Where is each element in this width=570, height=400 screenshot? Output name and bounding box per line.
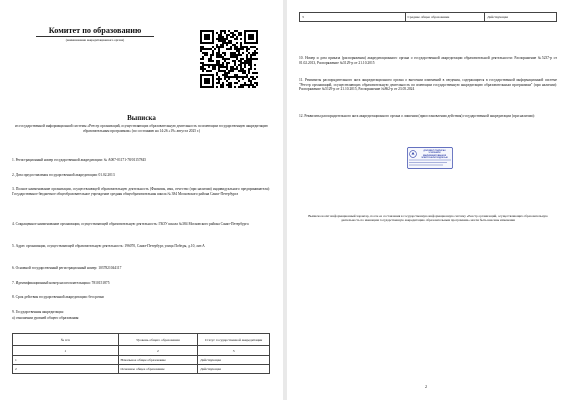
accreditation-table-continued xyxy=(299,12,557,22)
table-row xyxy=(300,13,557,22)
table-cell: 3 xyxy=(300,13,406,22)
footer-note: Выписка носит информационный характер, после ее составления в государственную информационную систему «Реестр организаций, осуществляющих образовательную деятельность по имеющим государственную аккредитацию образовательным программам» могли быть внесены изменения xyxy=(308,214,548,223)
doc-subtitle: из государственной информационной системы «Реестр организаций, осуществляющих образовательную деятельность по имеющим государственную аккредитацию образовательным программам» (по состоянию на 14:26 «19» августа 2025 г.) xyxy=(15,124,268,133)
item-9a: а) отношении уровней общего образования: xyxy=(12,316,80,320)
table-cell: 2 xyxy=(13,365,119,374)
item-7: 7. Идентификационный номер налогоплательщика: 7810151875 xyxy=(12,281,110,285)
table-colnum-row xyxy=(13,346,270,356)
doc-title: Выписка xyxy=(127,114,156,122)
item-10: 10. Номер и дата приказа (распоряжения) аккредитационного органа о государственной аккредитации образовательной деятельности: Распоряжение №5237-р от 01.02.2013, Распоряжение №5129-р от 21.10.2015 xyxy=(299,56,557,65)
document-page-2 xyxy=(287,0,570,400)
table-cell: 2 xyxy=(118,346,198,356)
org-subtitle: (наименование аккредитационного органа) xyxy=(65,38,125,42)
table-row xyxy=(13,356,270,365)
table-cell: 3 xyxy=(198,346,270,356)
table-header: № п/п xyxy=(13,334,119,346)
org-title: Комитет по образованию xyxy=(48,26,142,35)
stamp-title: ДОКУМЕНТ ПОДПИСАН УСИЛЕННОЙ КВАЛИФИЦИРОВАННОЙ ЭЛЕКТРОННОЙ ПОДПИСЬЮ xyxy=(421,150,448,159)
item-3: 3. Полное наименование организации, осуществляющей образовательную деятельность (Фамилия, имя, отчество (при наличии) индивидуального предпринимателя): Государственное бюджетное общеобразовательное учреждение средняя общеобразовательная школа № 384 Московского района Санкт-Петербурга xyxy=(12,187,270,196)
table-cell: Среднее общее образование xyxy=(405,13,485,22)
table-row xyxy=(13,365,270,374)
accreditation-table xyxy=(12,333,270,374)
item-2: 2. Дата предоставления государственной аккредитации: 01.02.2013 xyxy=(12,173,115,177)
table-cell: 1 xyxy=(13,356,119,365)
table-cell: Действующая xyxy=(198,365,270,374)
table-cell: Действующая xyxy=(198,356,270,365)
item-4: 4. Сокращенное наименование организации, осуществляющей образовательную деятельность: ГБОУ школа №384 Московского района Санкт-Петербурга xyxy=(12,222,249,226)
item-11: 11. Реквизиты распорядительного акта аккредитационного органа о внесении изменений в сведения, содержащиеся в государственной информационной системе "Реестр организаций, осуществляющих образовательную деятельность по имеющим государственную аккредитацию образовательным программам" (при наличии): Распоряжение №5129-р от 21.10.2015, Распоряжение №862-р от 23.05.2024 xyxy=(299,78,557,92)
table-header: Статус государственной аккредитации xyxy=(198,334,270,346)
page-number: 2 xyxy=(425,384,427,389)
item-8: 8. Срок действия государственной аккредитации: бессрочно xyxy=(12,295,105,299)
item-1: 1. Регистрационный номер государственной аккредитации: № А007-01171-78/01157845 xyxy=(12,158,147,162)
table-cell: Основное общее образование xyxy=(118,365,198,374)
table-cell: Действующая xyxy=(485,13,557,22)
item-12: 12. Реквизиты распорядительного акта аккредитационного органа о лишении (приостановлении действия) государственной аккредитации (при наличии): xyxy=(299,114,535,118)
org-title-underline xyxy=(36,36,154,37)
item-9: 9. Государственная аккредитация: xyxy=(12,310,64,314)
table-cell: Начальное общее образование xyxy=(118,356,198,365)
item-5: 5. Адрес организации, осуществляющей образовательную деятельность: 196070, Санкт-Петербург, улица Победы, д.10, лит.А xyxy=(12,244,205,248)
qr-code-icon xyxy=(200,30,258,88)
electronic-signature-stamp xyxy=(407,147,453,169)
table-header-row xyxy=(13,334,270,346)
table-header: Уровень общего образования xyxy=(118,334,198,346)
document-page-1 xyxy=(0,0,283,400)
item-6: 6. Основной государственный регистрационный номер: 1037821044117 xyxy=(12,266,122,270)
table-cell: 1 xyxy=(13,346,119,356)
